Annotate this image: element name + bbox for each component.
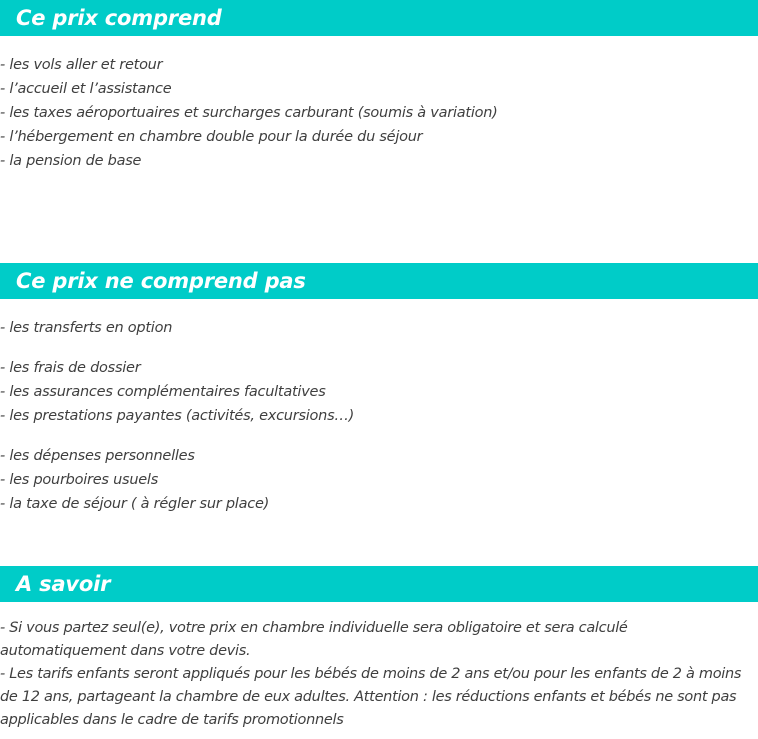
- section-body-ce-prix-ne-comprend-pas: [0, 299, 758, 516]
- list-item: - les assurances complémentaires facultatives: [0, 384, 326, 400]
- section-title: A savoir: [16, 571, 111, 596]
- section-header-ce-prix-ne-comprend-pas: [0, 263, 758, 299]
- paragraph: - Si vous partez seul(e), votre prix en chambre individuelle sera obligatoire et sera calculé automatiquement dans votre devis.: [0, 620, 628, 659]
- list-item: - les prestations payantes (activités, excursions…): [0, 408, 355, 424]
- list-spacer: [0, 340, 758, 356]
- section-ce-prix-ne-comprend-pas: [0, 263, 758, 566]
- section-ce-prix-comprend: [0, 0, 758, 263]
- list-item: - les taxes aéroportuaires et surcharges carburant (soumis à variation): [0, 105, 498, 121]
- section-header-a-savoir: [0, 566, 758, 602]
- list-item: - les pourboires usuels: [0, 472, 159, 488]
- section-body-ce-prix-comprend: [0, 36, 758, 173]
- list-item: - les transferts en option: [0, 320, 173, 336]
- list-item: - l’hébergement en chambre double pour la durée du séjour: [0, 129, 423, 145]
- list-item: - les vols aller et retour: [0, 57, 163, 73]
- list-item: - l’accueil et l’assistance: [0, 81, 172, 97]
- paragraph: - Les tarifs enfants seront appliqués pour les bébés de moins de 2 ans et/ou pour les enfants de 2 à moins de 12 ans, partageant la chambre de eux adultes. Attention : les réductions enfants et bébés ne sont pas applicables dans le cadre de tarifs promotionnels: [0, 666, 742, 728]
- section-a-savoir: [0, 566, 758, 732]
- section-header-ce-prix-comprend: [0, 0, 758, 36]
- section-title: Ce prix comprend: [16, 5, 222, 30]
- list-item: - les frais de dossier: [0, 360, 141, 376]
- section-title: Ce prix ne comprend pas: [16, 268, 306, 293]
- list-spacer: [0, 428, 758, 444]
- list-item: - la taxe de séjour ( à régler sur place): [0, 496, 270, 512]
- list-item: - la pension de base: [0, 153, 142, 169]
- section-body-a-savoir: [0, 602, 758, 732]
- list-item: - les dépenses personnelles: [0, 448, 195, 464]
